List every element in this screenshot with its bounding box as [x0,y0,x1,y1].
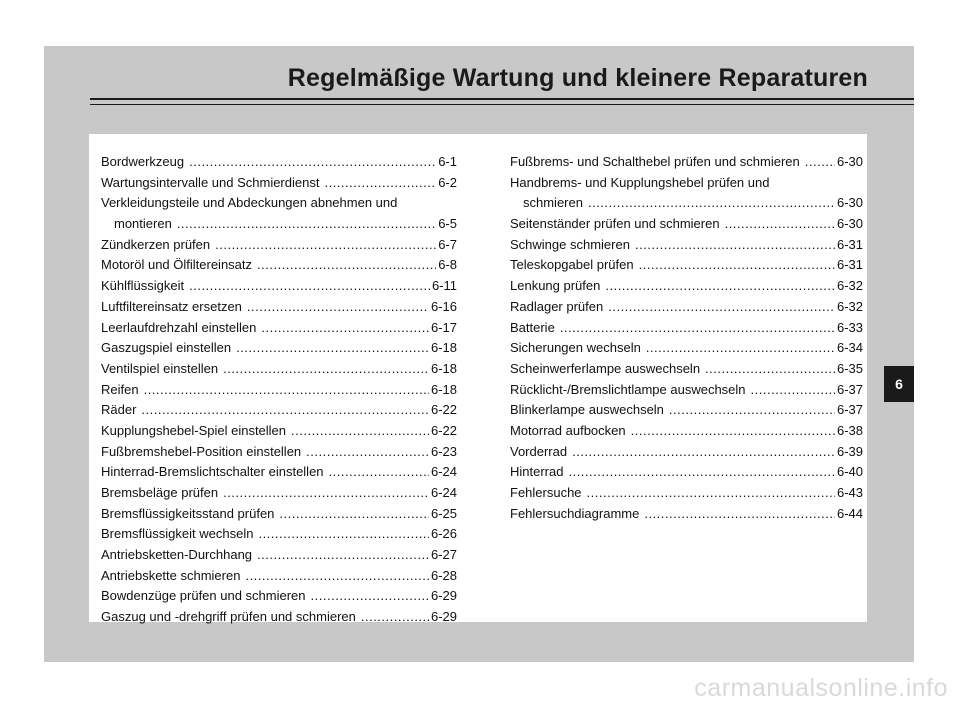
toc-entry-page: 6-37 [836,402,863,418]
toc-entry-label: Scheinwerferlampe auswechseln [510,360,701,376]
toc-entry-label: Bremsflüssigkeitsstand prüfen [101,505,275,521]
toc-entry-label: Seitenständer prüfen und schmieren [510,216,720,232]
dot-leader [279,504,429,525]
toc-entry[interactable] [510,483,863,504]
toc-entry-page: 6-18 [430,360,457,376]
toc-entry[interactable] [510,380,863,401]
toc-entry-label: Gaszug und -drehgriff prüfen und schmieren [101,609,356,625]
toc-entry-label: Motoröl und Ölfiltereinsatz [101,257,253,273]
toc-entry-page: 6-18 [430,381,457,397]
toc-entry-label: schmieren [523,195,583,211]
toc-entry-label: Hinterrad [510,464,564,480]
dot-leader [605,276,835,297]
toc-entry-page: 6-31 [836,257,863,273]
toc-entry-label: Vorderrad [510,443,568,459]
toc-entry[interactable] [101,359,457,380]
toc-entry[interactable] [101,380,457,401]
toc-entry[interactable] [101,338,457,359]
toc-entry-page: 6-29 [430,609,457,625]
toc-entry[interactable] [510,235,863,256]
toc-entry-label: Blinkerlampe auswechseln [510,402,664,418]
dot-leader [329,462,429,483]
toc-entry[interactable] [510,462,863,483]
dot-leader [751,380,835,401]
toc-entry-label: Lenkung prüfen [510,278,601,294]
toc-entry[interactable] [101,566,457,587]
dot-leader [257,545,429,566]
toc-entry-label: Motorrad aufbocken [510,422,626,438]
dot-leader [223,483,429,504]
dot-leader [572,442,835,463]
dot-leader [291,421,429,442]
toc-entry-label: Fußbrems- und Schalthebel prüfen und schmieren [510,154,800,169]
toc-entry-page: 6-35 [836,360,863,376]
toc-entry-label: Antriebskette schmieren [101,567,241,583]
toc-entry[interactable] [101,545,457,566]
toc-entry[interactable] [101,318,457,339]
toc-column-left [101,152,457,628]
toc-entry[interactable] [101,421,457,442]
page-title: Regelmäßige Wartung und kleinere Reparaturen [287,64,868,92]
toc-entry-page: 6-39 [836,443,863,459]
dot-leader [635,235,835,256]
toc-entry-label: Verkleidungsteile und Abdeckungen abnehmen und [101,195,398,211]
toc-entry-label: Fehlersuche [510,485,582,500]
toc-entry-page: 6-30 [836,195,863,211]
toc-entry-page: 6-29 [430,588,457,604]
dot-leader [223,359,429,380]
toc-entry-label: Leerlaufdrehzahl einstellen [101,319,257,335]
toc-entry-page: 6-43 [836,485,863,500]
toc-entry-page: 6-30 [836,216,863,232]
toc-entry-label: Luftfiltereinsatz ersetzen [101,298,242,314]
toc-entry-page: 6-25 [430,505,457,521]
title-rule-thick [90,98,914,100]
toc-entry-label: Sicherungen wechseln [510,340,641,356]
toc-entry-label: Handbrems- und Kupplungshebel prüfen und [510,174,770,190]
toc-entry-label: Kühlflüssigkeit [101,278,185,294]
dot-leader [669,400,835,421]
dot-leader [588,193,835,214]
toc-entry-label: Hinterrad-Bremslichtschalter einstellen [101,464,324,480]
toc-entry-label: Reifen [101,381,139,397]
toc-entry-page: 6-23 [430,443,457,459]
dot-leader [236,338,429,359]
toc-column-right [510,152,863,524]
toc-entry[interactable] [510,400,863,421]
toc-entry-label: Bowdenzüge prüfen und schmieren [101,588,306,604]
toc-entry-label: Bremsflüssigkeit wechseln [101,526,254,542]
dot-leader [189,152,436,173]
toc-entry[interactable] [510,214,863,235]
toc-entry[interactable] [510,338,863,359]
dot-leader [141,400,429,421]
toc-entry-label: Räder [101,402,137,418]
dot-leader [568,462,835,483]
dot-leader [361,607,429,628]
toc-entry[interactable] [101,586,457,607]
toc-entry-page: 6-5 [438,216,457,232]
chapter-tab[interactable]: 6 [884,366,914,402]
dot-leader [306,442,429,463]
toc-entry-page: 6-30 [836,154,863,169]
toc-entry-label: Gaszugspiel einstellen [101,340,232,356]
dot-leader [247,297,429,318]
toc-entry[interactable] [101,297,457,318]
toc-entry-page: 6-16 [430,298,457,314]
toc-entry[interactable] [510,318,863,339]
toc-entry-page: 6-28 [430,567,457,583]
toc-entry[interactable] [101,255,457,276]
dot-leader [805,152,835,173]
dot-leader [144,380,429,401]
toc-entry-page: 6-22 [430,402,457,418]
toc-entry-page: 6-11 [431,278,457,294]
toc-entry-page: 6-32 [836,298,863,314]
toc-entry[interactable] [510,193,863,214]
toc-entry-label: montieren [114,216,172,232]
toc-entry-label: Ventilspiel einstellen [101,360,219,376]
toc-entry-page: 6-18 [430,340,457,356]
toc-entry[interactable] [510,504,863,525]
toc-entry[interactable] [101,173,457,194]
toc-entry-label: Antriebsketten-Durchhang [101,547,253,563]
toc-entry[interactable] [510,173,863,194]
dot-leader [608,297,835,318]
toc-entry-label: Teleskopgabel prüfen [510,257,634,273]
dot-leader [257,255,436,276]
toc-entry-label: Wartungsintervalle und Schmierdienst [101,174,320,190]
toc-entry-page: 6-1 [438,154,457,169]
dot-leader [639,255,835,276]
toc-entry[interactable] [101,483,457,504]
toc-entry-page: 6-37 [836,381,863,397]
toc-entry[interactable] [101,607,457,628]
title-rule-thin [90,104,914,105]
toc-entry-page: 6-7 [438,236,457,252]
toc-entry-label: Bremsbeläge prüfen [101,485,219,500]
toc-entry[interactable] [101,442,457,463]
toc-panel [89,134,867,625]
toc-entry[interactable] [101,400,457,421]
dot-leader [646,338,835,359]
toc-entry-label: Zündkerzen prüfen [101,236,211,252]
toc-entry-page: 6-38 [836,422,863,438]
dot-leader [587,483,835,504]
manual-page [44,46,914,662]
toc-entry-page: 6-24 [430,464,457,480]
toc-entry-label: Kupplungshebel-Spiel einstellen [101,422,287,438]
toc-entry[interactable] [101,524,457,545]
toc-entry-page: 6-44 [836,505,863,521]
toc-entry[interactable] [510,297,863,318]
dot-leader [324,173,436,194]
dot-leader [258,524,429,545]
dot-leader [560,318,835,339]
toc-entry[interactable] [101,462,457,483]
toc-entry-page: 6-8 [438,257,457,273]
toc-entry-page: 6-33 [836,319,863,335]
toc-entry-page: 6-27 [430,547,457,563]
toc-entry[interactable] [510,255,863,276]
dot-leader [644,504,835,525]
toc-entry-label: Batterie [510,319,555,335]
dot-leader [245,566,429,587]
toc-entry[interactable] [101,235,457,256]
watermark: carmanualsonline.info [694,674,948,702]
toc-entry-page: 6-24 [430,485,457,500]
toc-entry[interactable] [101,152,457,173]
toc-entry-label: Bordwerkzeug [101,154,185,169]
toc-entry[interactable] [101,193,457,214]
toc-entry-label: Rücklicht-/Bremslichtlampe auswechseln [510,381,746,397]
toc-entry[interactable] [510,421,863,442]
dot-leader [261,318,429,339]
dot-leader [311,586,429,607]
toc-entry[interactable] [510,442,863,463]
toc-entry[interactable] [510,276,863,297]
toc-entry-label: Radlager prüfen [510,298,604,314]
toc-entry-label: Fehlersuchdiagramme [510,505,640,521]
dot-leader [725,214,835,235]
toc-entry-label: Fußbremshebel-Position einstellen [101,443,302,459]
toc-entry-page: 6-26 [430,526,457,542]
dot-leader [705,359,835,380]
toc-entry[interactable] [510,152,863,173]
dot-leader [189,276,430,297]
toc-entry-label: Schwinge schmieren [510,236,630,252]
dot-leader [631,421,835,442]
toc-entry-page: 6-22 [430,422,457,438]
toc-entry-page: 6-31 [836,236,863,252]
toc-entry-page: 6-34 [836,340,863,356]
toc-entry-page: 6-40 [836,464,863,480]
toc-entry[interactable] [510,359,863,380]
dot-leader [215,235,436,256]
toc-entry-page: 6-32 [836,278,863,294]
toc-entry-page: 6-17 [430,319,457,335]
toc-entry[interactable] [101,276,457,297]
toc-entry-page: 6-2 [438,174,457,190]
toc-entry[interactable] [101,504,457,525]
toc-entry[interactable] [101,214,457,235]
dot-leader [177,214,436,235]
